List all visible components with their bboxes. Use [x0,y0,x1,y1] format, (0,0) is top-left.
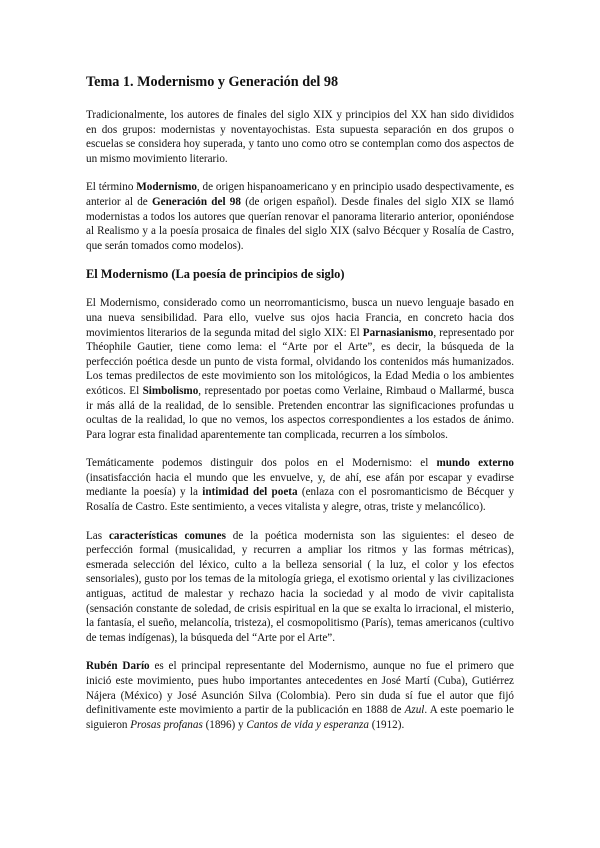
text-run: (1912). [368,718,405,731]
text-run: (enlaza con el posromanticismo de Bécquer y Rosalía de Castro. Este sentimiento, a veces vitalista y alegre, otras, triste y melancólico). [86,486,515,514]
text-run: El término [86,181,137,194]
paragraph-characteristics [86,529,514,646]
term-generacion-98: Generación del 98 [151,195,241,208]
text-run: , de origen hispanoamericano y en principio usado despectivamente, es anterior al de [86,181,514,208]
paragraph-intro: Tradicionalmente, los autores de finales del siglo XIX y principios del XX han sido divididos en dos grupos: modernistas y noventayochistas. Esta supuesta separación en dos grupos o escuelas se considera hoy superada, y tanto uno como otro se contemplan como dos aspectos de un mismo movimiento literario. [86,109,514,165]
text-run: de la poética modernista son las siguientes: el deseo de perfección formal (musicalidad, y recurren a ampliar los ritmos y las formas métricas), esmerada selección del léxico, culto a la belleza sensorial ( la luz, el color y los efectos sensoriales), gusto por los temas de la mitología griega, el exotismo oriental y las civilizaciones antiguas, actitud de malestar y rechazo hacia la sociedad y al modo de vivir capitalista (sensación constante de soledad, de crisis espiritual en la que se exalta lo irracional, el misterio, la fantasía, el sueño, melancolía, tristeza), el cosmopolitismo (París), temas americanos (cultivo de temas indígenas), la búsqueda del “Arte por el Arte”. [86,529,515,644]
term-caracteristicas: características comunes [108,529,226,542]
text-run: Las [86,529,109,542]
paragraph-themes [86,456,514,514]
paragraph-origins [86,296,514,442]
term-parnasianismo: Parnasianismo [362,326,434,339]
work-cantos-de-vida: Cantos de vida y esperanza [246,718,369,731]
paragraph-terminology [86,180,514,253]
text-run: (1896) y [202,718,247,731]
term-simbolismo: Simbolismo [142,384,199,397]
text-run: El Modernismo, considerado como un neorromanticismo, busca un nuevo lenguaje basado en una nueva sensibilidad. Para ello, vuelve sus ojos hacia Francia, en concreto hacia dos movimientos literarios de la segunda mitad del siglo XIX: El [86,297,514,339]
text-run: (insatisfacción hacia el mundo que les envuelve, y, de ahí, ese afán por escapar y evadirse mediante la poesía) y la [86,471,514,499]
term-modernismo: Modernismo [136,181,197,194]
section-heading: El Modernismo (La poesía de principios de siglo) [86,267,345,282]
work-prosas-profanas: Prosas profanas [130,718,203,731]
paragraph-ruben-dario [86,659,514,732]
work-azul: Azul [404,704,425,717]
term-ruben-dario: Rubén Darío [86,660,150,673]
text-run: , representado por poetas como Verlaine, Rimbaud o Mallarmé, busca ir más allá de la realidad, de lo sensible. Pretenden encontrar las significaciones profundas u ocultas de la realidad, lo que no vemos, los aspectos correspondientes a los estados de ánimo. Para lograr esta finalidad aparentemente tan complicada, recurren a los símbolos. [86,384,514,441]
text-run: es el principal representante del Modernismo, aunque no fue el primero que inició este movimiento, pues hubo importantes antecedentes en José Martí (Cuba), Gutiérrez Nájera (México) y José Asunción Silva (Colombia). Pero sin duda sí fue el autor que fijó definitivamente este movimiento a partir de la publicación en 1888 de [86,660,514,717]
text-run: , representado por Théophile Gautier, tiene como lema: el “Arte por el Arte”, es decir, la búsqueda de la perfección poética desde un punto de vista formal, olvidando los contenidos más humanizados. Los temas predilectos de este movimiento son los mitológicos, la Edad Media o los ambientes exóticos. El [86,326,514,397]
document-title: Tema 1. Modernismo y Generación del 98 [86,74,339,90]
text-run: Temáticamente podemos distinguir dos polos en el Modernismo: el [86,457,437,470]
text-run: . A este poemario le siguieron [86,704,514,731]
term-intimidad-poeta: intimidad del poeta [202,486,298,499]
term-mundo-externo: mundo externo [436,457,514,470]
text-run: (de origen español). Desde finales del siglo XIX se llamó modernistas a todos los autores que querían renovar el panorama literario anterior, oponiéndose al Realismo y a la poesía prosaica de finales del siglo XIX (salvo Bécquer y Rosalía de Castro, que serán tomados como modelos). [86,195,514,252]
